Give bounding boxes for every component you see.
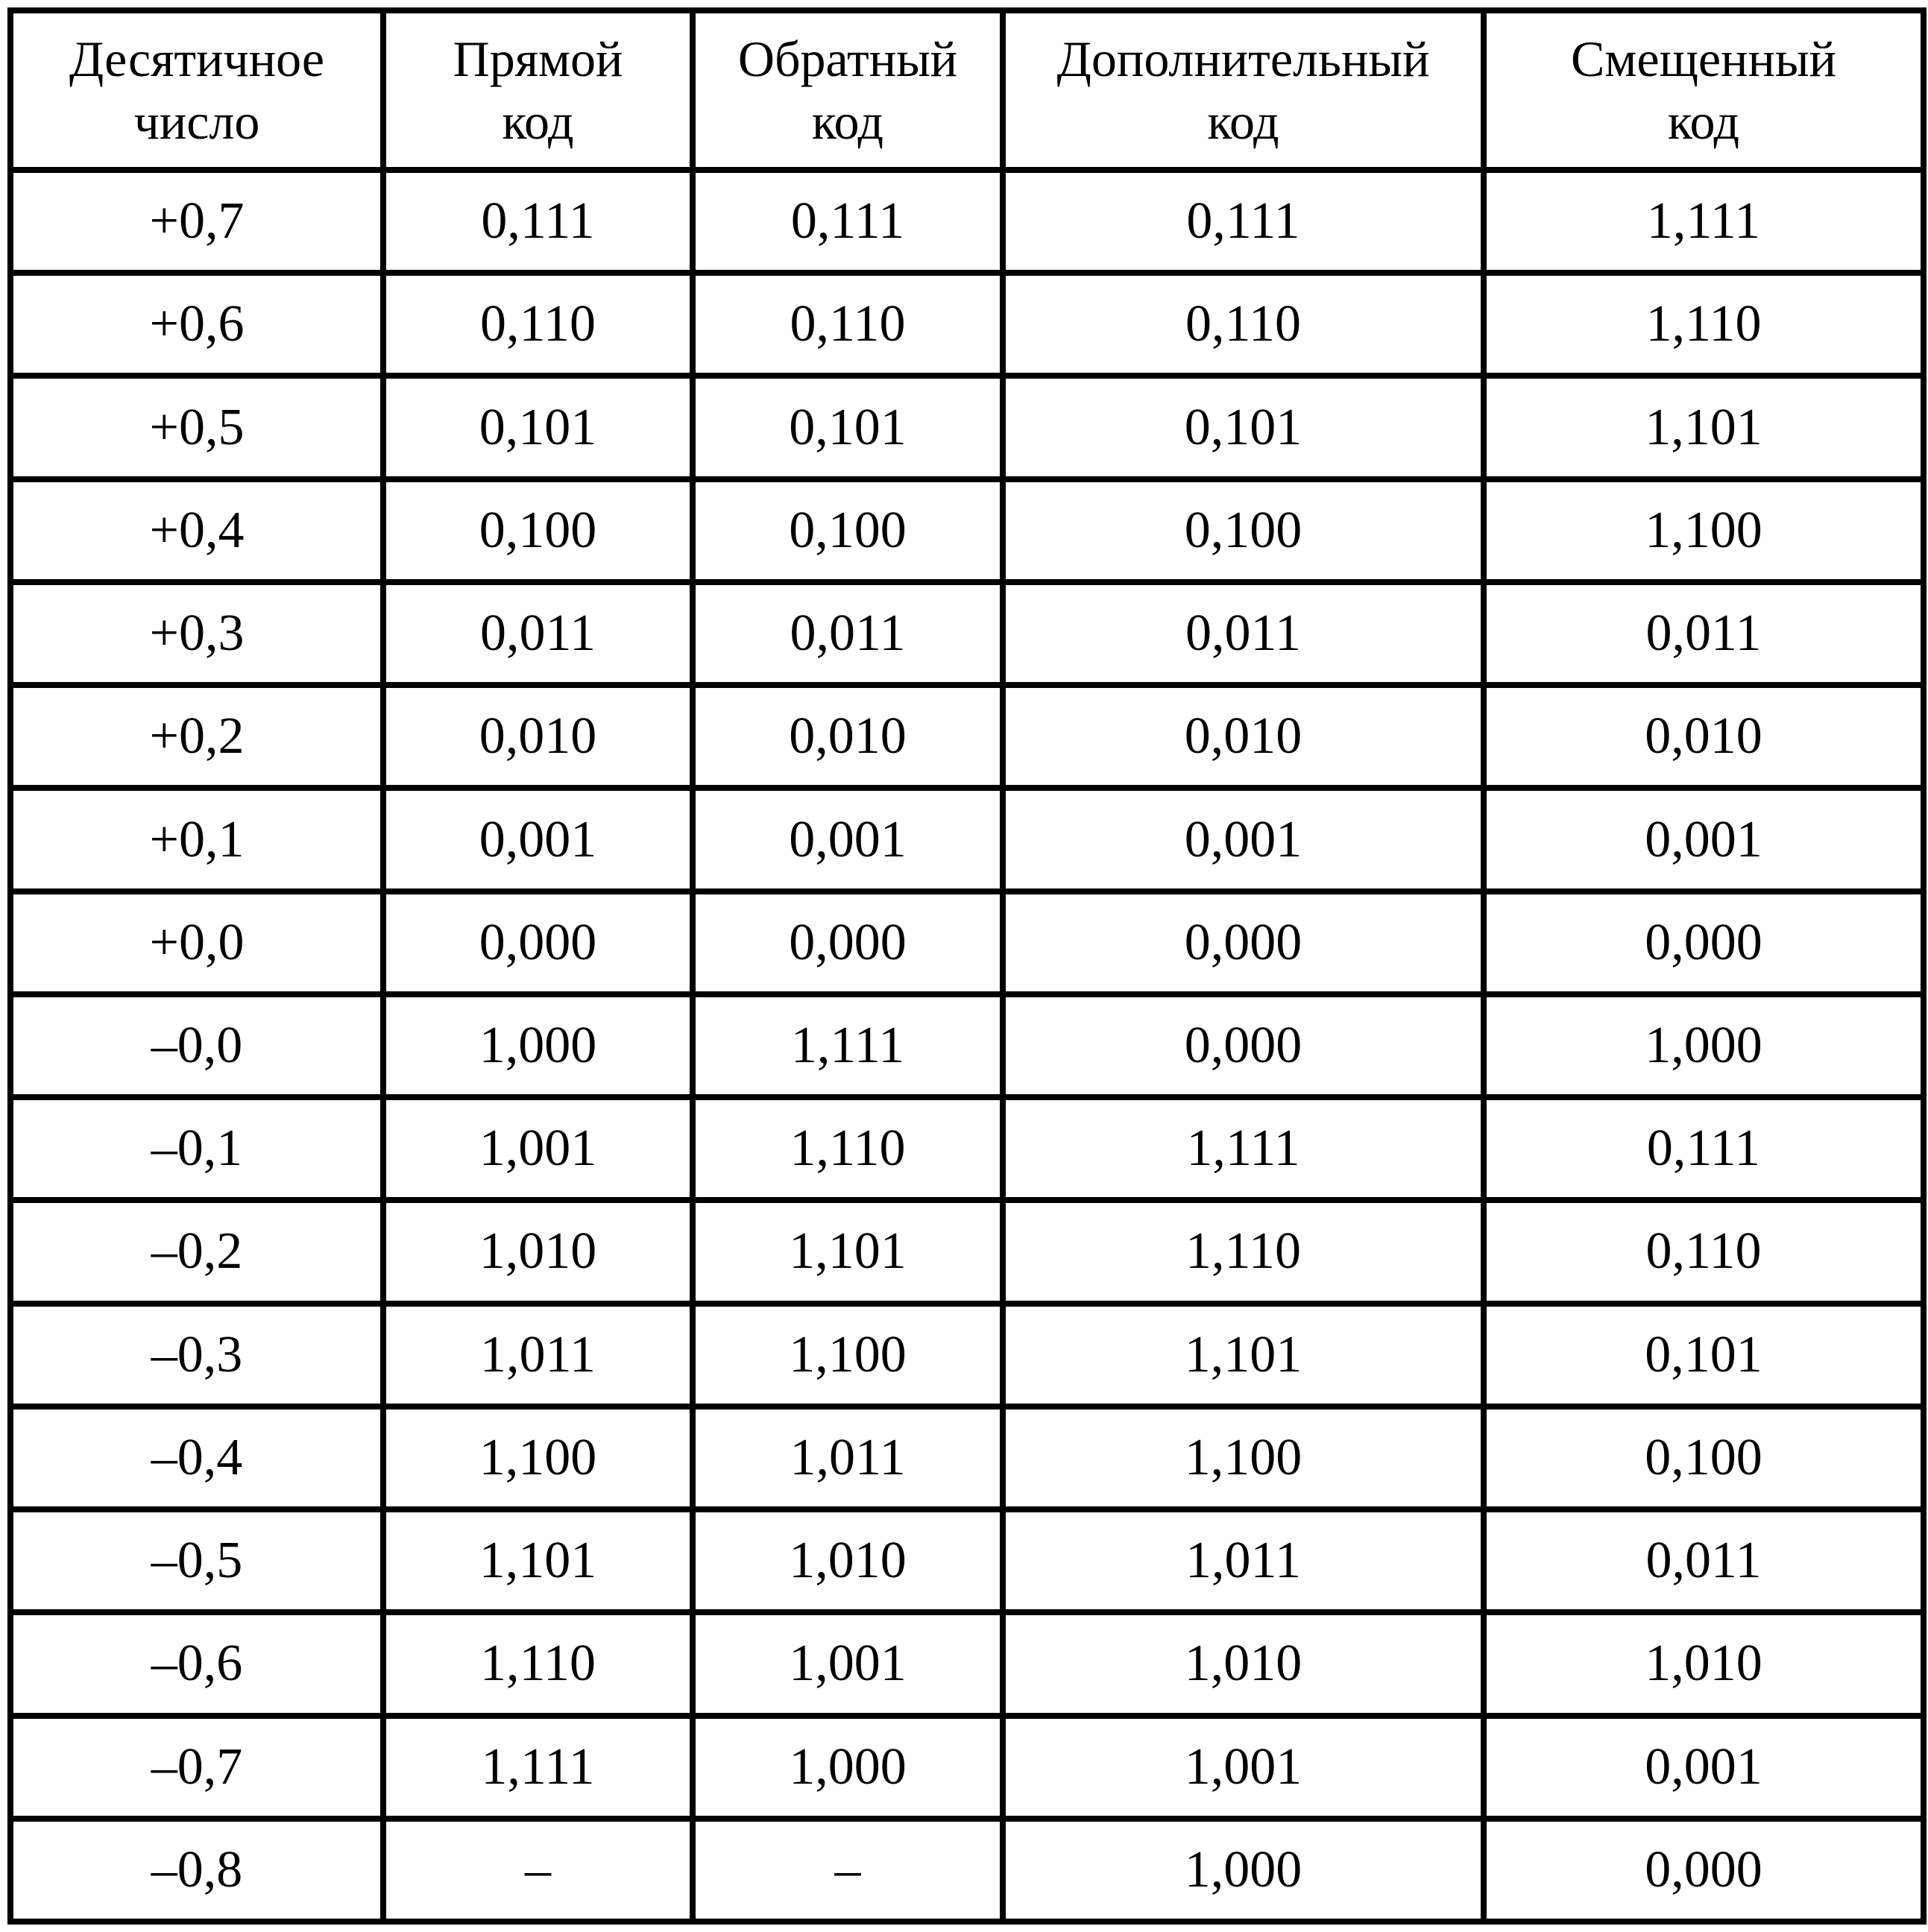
cell-decimal: +0,5 (10, 376, 383, 479)
header-line: число (133, 93, 260, 150)
table-row (10, 582, 1924, 685)
cell-complement: 1,011 (1003, 1509, 1484, 1612)
cell-inverse: 0,011 (693, 582, 1003, 685)
header-line: код (502, 93, 574, 150)
cell-offset: 0,001 (1484, 788, 1924, 891)
cell-decimal: –0,7 (10, 1716, 383, 1819)
cell-decimal: –0,3 (10, 1304, 383, 1407)
table-header (10, 10, 1924, 170)
cell-direct: 0,011 (383, 582, 693, 685)
cell-decimal: –0,1 (10, 1097, 383, 1200)
table-row (10, 376, 1924, 479)
cell-inverse: 0,100 (693, 479, 1003, 582)
header-complement-code (1003, 10, 1484, 170)
cell-direct: 0,001 (383, 788, 693, 891)
cell-complement: 0,101 (1003, 376, 1484, 479)
cell-direct: 0,110 (383, 273, 693, 376)
header-line: Прямой (453, 31, 623, 87)
header-inverse-code (693, 10, 1003, 170)
cell-complement: 0,011 (1003, 582, 1484, 685)
header-offset-code (1484, 10, 1924, 170)
cell-direct: 0,101 (383, 376, 693, 479)
cell-inverse: 0,001 (693, 788, 1003, 891)
cell-direct: 1,111 (383, 1716, 693, 1819)
cell-inverse: 1,001 (693, 1612, 1003, 1715)
cell-direct: 1,011 (383, 1304, 693, 1407)
cell-inverse: 1,110 (693, 1097, 1003, 1200)
cell-complement: 1,101 (1003, 1304, 1484, 1407)
cell-offset: 0,111 (1484, 1097, 1924, 1200)
header-line: Смещенный (1571, 31, 1836, 87)
cell-direct: 0,111 (383, 170, 693, 273)
cell-direct: 1,101 (383, 1509, 693, 1612)
table-row (10, 1612, 1924, 1715)
cell-offset: 0,011 (1484, 582, 1924, 685)
cell-decimal: –0,8 (10, 1819, 383, 1922)
cell-decimal: –0,0 (10, 994, 383, 1097)
cell-offset: 1,000 (1484, 994, 1924, 1097)
cell-inverse: 1,000 (693, 1716, 1003, 1819)
cell-inverse: 1,101 (693, 1200, 1003, 1303)
cell-complement: 1,111 (1003, 1097, 1484, 1200)
table-row (10, 788, 1924, 891)
cell-decimal: +0,7 (10, 170, 383, 273)
cell-offset: 0,101 (1484, 1304, 1924, 1407)
cell-offset: 0,011 (1484, 1509, 1924, 1612)
cell-direct: 1,000 (383, 994, 693, 1097)
cell-complement: 0,001 (1003, 788, 1484, 891)
cell-complement: 0,000 (1003, 891, 1484, 994)
table-row (10, 273, 1924, 376)
cell-complement: 0,100 (1003, 479, 1484, 582)
cell-decimal: –0,4 (10, 1407, 383, 1509)
cell-offset: 1,110 (1484, 273, 1924, 376)
cell-offset: 0,010 (1484, 685, 1924, 788)
table-row (10, 1200, 1924, 1303)
cell-decimal: +0,1 (10, 788, 383, 891)
table-row (10, 1304, 1924, 1407)
table-row (10, 1407, 1924, 1509)
cell-inverse: 0,110 (693, 273, 1003, 376)
cell-complement: 1,010 (1003, 1612, 1484, 1715)
cell-decimal: +0,6 (10, 273, 383, 376)
cell-offset: 1,101 (1484, 376, 1924, 479)
cell-direct: 1,100 (383, 1407, 693, 1509)
cell-offset: 1,111 (1484, 170, 1924, 273)
table-row (10, 1509, 1924, 1612)
cell-direct: 0,000 (383, 891, 693, 994)
cell-inverse: 1,100 (693, 1304, 1003, 1407)
table-body (10, 170, 1924, 1922)
cell-complement: 0,111 (1003, 170, 1484, 273)
table-row (10, 479, 1924, 582)
cell-decimal: –0,6 (10, 1612, 383, 1715)
cell-complement: 0,110 (1003, 273, 1484, 376)
cell-complement: 0,000 (1003, 994, 1484, 1097)
header-line: Дополнительный (1056, 31, 1430, 87)
cell-offset: 0,001 (1484, 1716, 1924, 1819)
cell-offset: 0,000 (1484, 891, 1924, 994)
cell-complement: 1,110 (1003, 1200, 1484, 1303)
table-row (10, 994, 1924, 1097)
cell-inverse: – (693, 1819, 1003, 1922)
header-decimal-number (10, 10, 383, 170)
table-row (10, 1097, 1924, 1200)
cell-complement: 1,100 (1003, 1407, 1484, 1509)
cell-direct: 1,001 (383, 1097, 693, 1200)
cell-offset: 0,100 (1484, 1407, 1924, 1509)
table-row (10, 1819, 1924, 1922)
cell-inverse: 0,000 (693, 891, 1003, 994)
header-direct-code (383, 10, 693, 170)
cell-inverse: 1,011 (693, 1407, 1003, 1509)
cell-decimal: +0,3 (10, 582, 383, 685)
cell-direct: 0,100 (383, 479, 693, 582)
table-row (10, 891, 1924, 994)
cell-inverse: 1,010 (693, 1509, 1003, 1612)
cell-direct: 1,110 (383, 1612, 693, 1715)
cell-inverse: 0,111 (693, 170, 1003, 273)
cell-decimal: +0,0 (10, 891, 383, 994)
cell-direct: 1,010 (383, 1200, 693, 1303)
header-line: код (1667, 93, 1740, 150)
cell-direct: – (383, 1819, 693, 1922)
cell-inverse: 0,101 (693, 376, 1003, 479)
header-line: код (1207, 93, 1279, 150)
header-row (10, 10, 1924, 170)
cell-offset: 1,010 (1484, 1612, 1924, 1715)
table-row (10, 1716, 1924, 1819)
cell-inverse: 0,010 (693, 685, 1003, 788)
cell-inverse: 1,111 (693, 994, 1003, 1097)
cell-decimal: +0,2 (10, 685, 383, 788)
cell-offset: 0,000 (1484, 1819, 1924, 1922)
table-row (10, 685, 1924, 788)
header-line: Десятичное (69, 31, 325, 87)
cell-decimal: –0,5 (10, 1509, 383, 1612)
cell-decimal: –0,2 (10, 1200, 383, 1303)
cell-complement: 0,010 (1003, 685, 1484, 788)
cell-complement: 1,001 (1003, 1716, 1484, 1819)
code-comparison-table (7, 7, 1927, 1925)
cell-offset: 1,100 (1484, 479, 1924, 582)
cell-complement: 1,000 (1003, 1819, 1484, 1922)
cell-offset: 0,110 (1484, 1200, 1924, 1303)
header-line: Обратный (737, 31, 958, 87)
cell-direct: 0,010 (383, 685, 693, 788)
header-line: код (811, 93, 884, 150)
table-row (10, 170, 1924, 273)
cell-decimal: +0,4 (10, 479, 383, 582)
